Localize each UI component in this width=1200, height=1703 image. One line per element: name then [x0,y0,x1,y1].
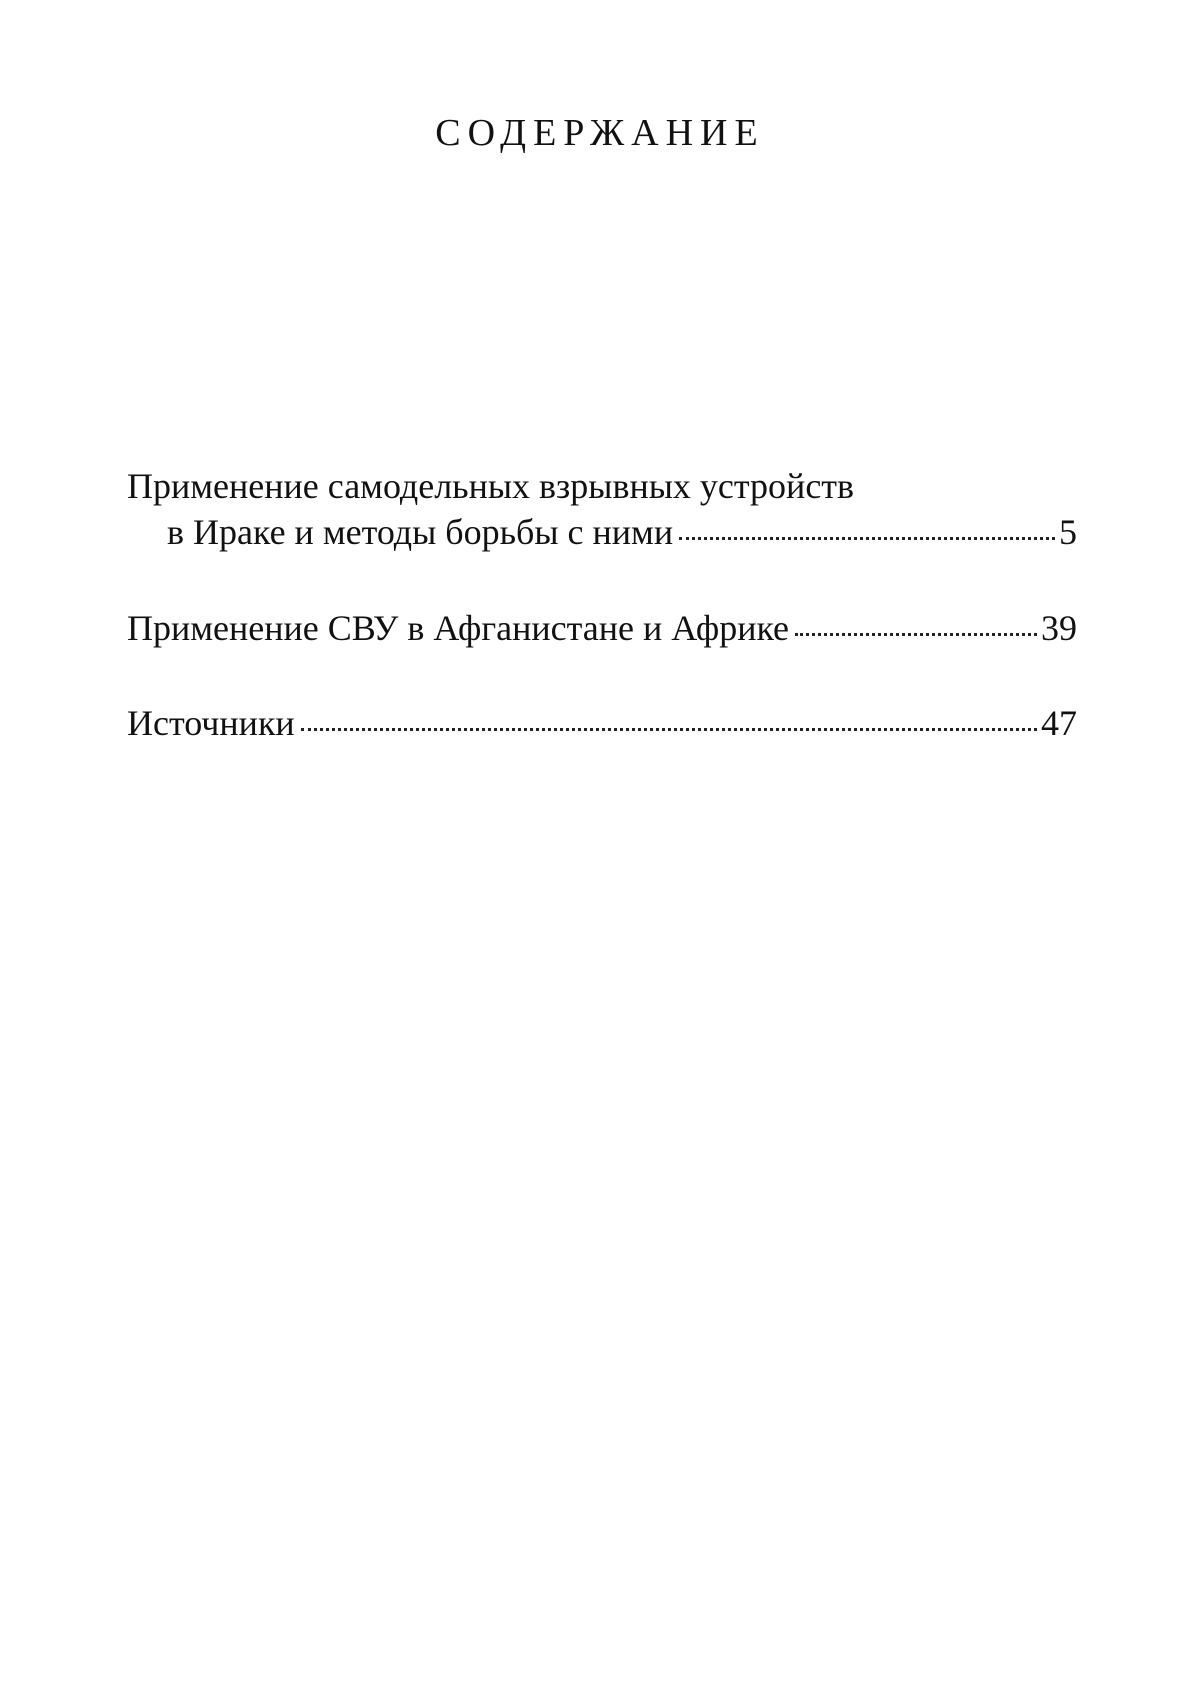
toc-entry-title-continuation: в Ираке и методы борьбы с ними [167,512,674,552]
toc-entry-title: Применение СВУ в Афганистане и Африке [127,608,790,648]
toc-entry-title: Источники [127,703,295,743]
dot-leader [679,514,1055,544]
toc-entry-title-line [127,463,1077,509]
toc-entry[interactable] [127,463,1077,555]
dot-leader [795,610,1037,640]
toc-entry-title: Применение самодельных взрывных устройств [127,466,855,506]
toc-page-number: 39 [1041,608,1077,648]
toc-entry[interactable] [127,605,1077,651]
toc-entry-title-line [127,700,1077,746]
toc-page-number: 5 [1059,512,1077,552]
dot-leader [301,705,1037,735]
page-title: СОДЕРЖАНИЕ [435,112,765,154]
toc-entry[interactable] [127,700,1077,746]
toc-page-number: 47 [1041,703,1077,743]
toc-entry-title-line [127,509,1077,555]
toc-entry-title-line [127,605,1077,651]
